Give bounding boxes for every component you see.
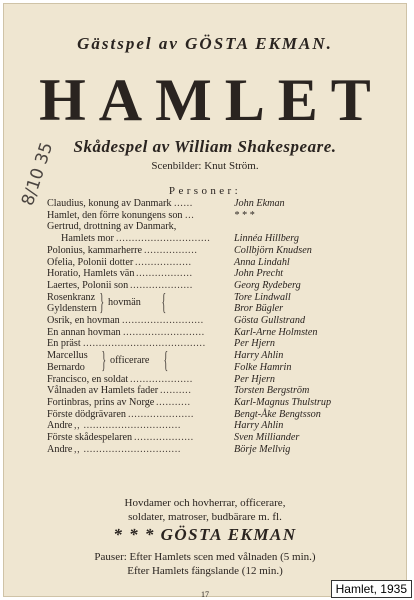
cast-actor: Anna Lindahl bbox=[234, 256, 290, 268]
cast-role: Andre bbox=[47, 420, 73, 432]
leader-dots: .................... bbox=[130, 279, 193, 291]
cast-actor: Georg Rydeberg bbox=[234, 279, 301, 291]
cast-actor: Gösta Gullstrand bbox=[234, 315, 306, 326]
leader-dots: .................. bbox=[136, 268, 193, 280]
pauses-note bbox=[4, 550, 406, 578]
right-brace: { bbox=[161, 289, 167, 316]
cast-row bbox=[4, 327, 408, 338]
cast-row bbox=[4, 245, 408, 256]
cast-actor: * * * bbox=[234, 209, 255, 221]
cast-row bbox=[4, 444, 408, 455]
cast-actor: Karl-Arne Holmsten bbox=[234, 326, 318, 338]
leader-dots: .............................. bbox=[116, 233, 211, 245]
cast-role: Claudius, konung av Danmark bbox=[47, 198, 172, 209]
cast-actor: Harry Ahlin bbox=[234, 420, 284, 432]
cast-row bbox=[4, 210, 408, 221]
cast-row bbox=[4, 338, 408, 349]
cast-actor: Collbjörn Knudsen bbox=[234, 244, 312, 256]
cast-actor: Harry Ahlin bbox=[234, 350, 284, 362]
cast-role: Laertes, Polonii son bbox=[47, 279, 129, 291]
cast-actor: Torsten Bergström bbox=[234, 385, 310, 397]
cast-row bbox=[4, 198, 408, 209]
cast-role: Andre bbox=[47, 443, 73, 455]
cast-row bbox=[4, 385, 408, 396]
image-caption: Hamlet, 1935 bbox=[331, 580, 412, 598]
cast-role: Bernardo bbox=[47, 361, 85, 373]
cast-role: En annan hovman bbox=[47, 326, 121, 338]
cast-role: Polonius, kammarherre bbox=[47, 244, 143, 256]
cast-row bbox=[4, 432, 408, 443]
cast-role: Vålnaden av Hamlets fader bbox=[47, 385, 159, 397]
extras-note bbox=[4, 496, 406, 524]
left-brace: } bbox=[99, 289, 105, 316]
cast-actor: Bror Bügler bbox=[234, 303, 284, 315]
leader-dots: ,, ............................... bbox=[74, 420, 181, 432]
cast-row bbox=[4, 409, 408, 420]
extras-line: soldater, matroser, budbärare m. fl. bbox=[128, 511, 282, 523]
cast-row bbox=[4, 221, 408, 232]
cast-role: Horatio, Hamlets vän bbox=[47, 268, 135, 280]
cast-row bbox=[4, 374, 408, 385]
cast-actor: John Precht bbox=[234, 268, 284, 280]
leader-dots: .......... bbox=[160, 385, 192, 397]
cast-actor: Per Hjern bbox=[234, 373, 276, 385]
page-number: 17 bbox=[201, 590, 209, 599]
cast-row bbox=[4, 362, 408, 373]
pause-line: Efter Hamlets fängslande (12 min.) bbox=[127, 565, 283, 577]
cast-actor: Bengt-Åke Bengtsson bbox=[234, 408, 321, 420]
leader-dots: ........... bbox=[156, 396, 191, 408]
cast-actor: Börje Mellvig bbox=[234, 443, 291, 455]
cast-role: Fortinbras, prins av Norge bbox=[47, 396, 155, 408]
cast-actor: Folke Hamrin bbox=[234, 361, 292, 373]
leader-dots: ..................... bbox=[128, 408, 195, 420]
leader-dots: ................... bbox=[134, 432, 194, 443]
leader-dots: ....................................... bbox=[83, 338, 206, 350]
cast-actor: Per Hjern bbox=[234, 338, 276, 350]
right-brace: { bbox=[163, 348, 169, 375]
handwritten-date: 8/10 35 bbox=[18, 139, 58, 209]
guest-line: Gästspel av GÖSTA EKMAN. bbox=[77, 34, 333, 53]
cast-role: Osrik, en hovman bbox=[47, 315, 120, 326]
cast-row bbox=[4, 233, 408, 244]
left-brace: } bbox=[101, 348, 107, 375]
program-page bbox=[3, 3, 407, 597]
page-title: HAMLET bbox=[39, 67, 384, 133]
cast-actor: John Ekman bbox=[234, 198, 285, 209]
cast-actor: Karl-Magnus Thulstrup bbox=[234, 396, 332, 408]
cast-row bbox=[4, 292, 408, 303]
leader-dots: .................... bbox=[130, 373, 193, 385]
cast-actor: Linnéa Hillberg bbox=[234, 233, 299, 245]
cast-role: Rosenkranz bbox=[47, 291, 96, 303]
cast-row bbox=[4, 257, 408, 268]
cast-role: Hamlet, den förre konungens son bbox=[47, 209, 183, 221]
leader-dots: .......................... bbox=[122, 315, 204, 326]
cast-role: Francisco, en soldat bbox=[47, 373, 129, 385]
hovman-group-label: hovmän bbox=[108, 296, 141, 308]
cast-role: En präst bbox=[47, 338, 81, 350]
cast-row bbox=[4, 350, 408, 361]
leader-dots: ... bbox=[185, 209, 195, 221]
leader-dots: ................. bbox=[144, 244, 198, 256]
cast-role: Marcellus bbox=[47, 350, 88, 362]
cast-row bbox=[4, 315, 408, 326]
leader-dots: .................. bbox=[135, 256, 192, 268]
cast-role: Hamlets mor bbox=[61, 233, 114, 245]
subtitle: Skådespel av William Shakespeare. bbox=[73, 137, 337, 156]
leader-dots: ,, ............................... bbox=[74, 443, 181, 455]
leader-dots: ...... bbox=[174, 198, 193, 209]
cast-actor: Sven Milliander bbox=[234, 432, 300, 443]
leader-dots: .......................... bbox=[123, 326, 205, 338]
officerare-group-label: officerare bbox=[110, 355, 150, 367]
cast-role: Förste skådespelaren bbox=[47, 432, 133, 443]
cast-row bbox=[4, 397, 408, 408]
cast-role: Gertrud, drottning av Danmark, bbox=[47, 221, 177, 233]
cast-row bbox=[4, 280, 408, 291]
star-line: * * * GÖSTA EKMAN bbox=[113, 525, 297, 544]
cast-heading: Personer: bbox=[168, 185, 242, 197]
extras-line: Hovdamer och hovherrar, officerare, bbox=[124, 497, 286, 509]
cast-row bbox=[4, 303, 408, 314]
scenery-credit: Scenbilder: Knut Ström. bbox=[151, 160, 259, 172]
cast-row bbox=[4, 420, 408, 431]
cast-row bbox=[4, 268, 408, 279]
cast-actor: Tore Lindwall bbox=[234, 291, 291, 303]
cast-role: Förste dödgrävaren bbox=[47, 408, 126, 420]
pause-line: Pauser: Efter Hamlets scen med vålnaden (5 min.) bbox=[94, 551, 316, 563]
cast-role: Gyldenstern bbox=[47, 303, 97, 315]
cast-role: Ofelia, Polonii dotter bbox=[47, 256, 134, 268]
